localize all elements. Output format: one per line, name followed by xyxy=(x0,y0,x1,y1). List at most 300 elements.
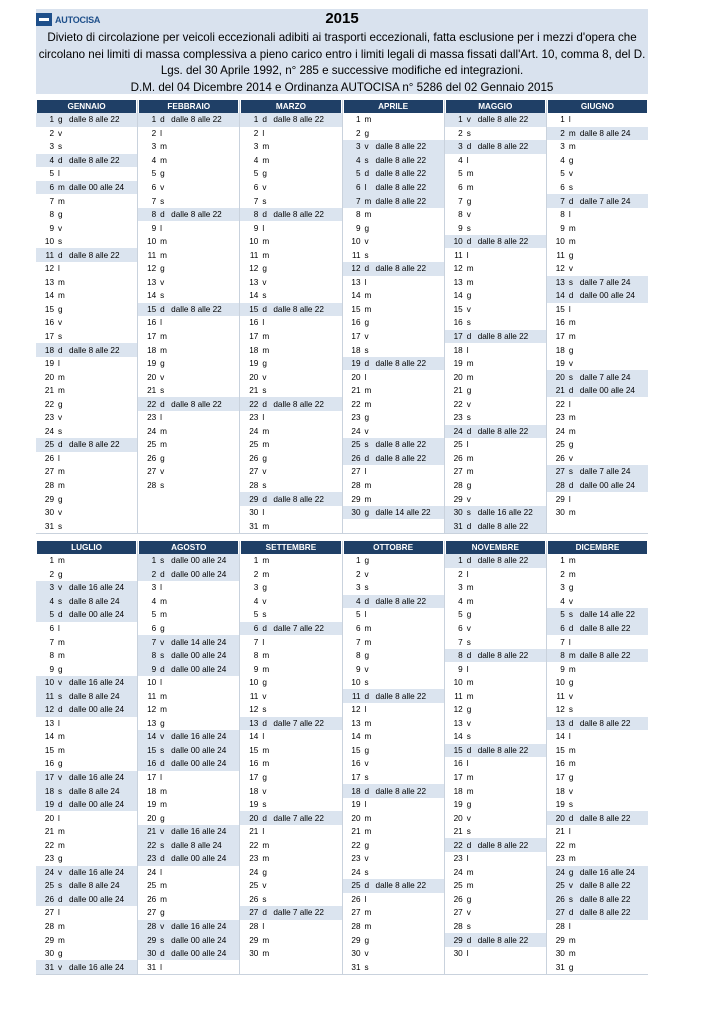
day-row xyxy=(240,554,341,568)
day-number: 26 xyxy=(555,894,565,904)
weekday-letter: m xyxy=(568,569,576,579)
weekday-letter: v xyxy=(364,854,369,864)
day-number: 7 xyxy=(458,637,463,647)
day-number: 27 xyxy=(249,467,259,477)
day-row xyxy=(547,960,648,974)
day-number: 17 xyxy=(351,773,361,783)
weekday-letter: l xyxy=(568,922,571,932)
day-row xyxy=(138,425,239,439)
month-header: DICEMBRE xyxy=(548,541,647,554)
day-number: 25 xyxy=(44,881,54,891)
day-row xyxy=(240,825,341,839)
day-row xyxy=(445,113,546,127)
day-number: 25 xyxy=(453,440,463,450)
day-row xyxy=(240,798,341,812)
day-row xyxy=(343,465,444,479)
weekday-letter: g xyxy=(262,453,267,463)
day-row xyxy=(138,248,239,262)
weekday-letter: g xyxy=(466,291,472,301)
day-row xyxy=(343,757,444,771)
day-number: 24 xyxy=(249,426,259,436)
day-row xyxy=(36,771,137,785)
weekday-letter: m xyxy=(160,691,167,701)
day-row xyxy=(445,649,546,663)
weekday-letter: s xyxy=(58,237,63,247)
day-number: 31 xyxy=(453,521,463,531)
day-row xyxy=(445,757,546,771)
restriction-hours: dalle 8 alle 22 xyxy=(375,183,427,192)
day-row xyxy=(445,866,546,880)
restriction-hours: dalle 00 alle 24 xyxy=(69,610,125,620)
day-row xyxy=(36,411,137,425)
weekday-letter: m xyxy=(58,277,65,287)
day-row xyxy=(36,920,137,934)
weekday-letter: m xyxy=(364,494,372,504)
day-number: 15 xyxy=(555,304,565,314)
day-number: 16 xyxy=(453,759,463,769)
day-number: 17 xyxy=(44,332,54,342)
weekday-letter: l xyxy=(58,908,60,918)
day-number: 9 xyxy=(151,223,157,233)
weekday-letter: m xyxy=(262,332,270,342)
weekday-letter: v xyxy=(262,372,267,382)
weekday-letter: s xyxy=(364,773,369,783)
weekday-letter: g xyxy=(568,678,574,688)
restriction-hours: dalle 16 alle 24 xyxy=(69,583,125,593)
day-number: 5 xyxy=(151,169,157,179)
weekday-letter: l xyxy=(568,210,571,220)
weekday-letter: v xyxy=(466,813,471,823)
day-number: 12 xyxy=(453,264,463,274)
weekday-letter: l xyxy=(364,800,367,810)
restriction-hours: dalle 8 alle 22 xyxy=(171,115,222,125)
day-number: 18 xyxy=(453,786,463,796)
day-row xyxy=(547,316,648,330)
weekday-letter: m xyxy=(262,651,270,661)
day-row xyxy=(138,479,239,493)
weekday-letter: g xyxy=(160,718,165,728)
day-number: 5 xyxy=(458,610,463,620)
restriction-hours: dalle 7 alle 24 xyxy=(579,372,631,382)
day-row xyxy=(240,276,341,290)
day-number: 1 xyxy=(151,115,157,125)
day-row xyxy=(36,397,137,411)
weekday-letter: l xyxy=(160,128,162,138)
day-row xyxy=(547,608,648,622)
day-row xyxy=(138,438,239,452)
day-number: 16 xyxy=(555,318,565,328)
day-number: 6 xyxy=(458,624,463,633)
weekday-letter: l xyxy=(160,678,162,688)
day-number: 15 xyxy=(249,745,259,755)
day-row xyxy=(445,452,546,466)
weekday-letter: s xyxy=(568,467,573,477)
weekday-letter: d xyxy=(364,453,370,463)
day-row xyxy=(445,479,546,493)
weekday-letter: m xyxy=(466,773,474,783)
day-number: 1 xyxy=(458,115,463,125)
day-number: 31 xyxy=(44,962,54,972)
day-number: 22 xyxy=(249,840,259,850)
weekday-letter: m xyxy=(58,372,65,382)
day-number: 4 xyxy=(49,596,54,606)
day-row xyxy=(36,906,137,920)
restriction-hours: dalle 00 alle 24 xyxy=(579,291,635,301)
weekday-letter: d xyxy=(568,813,574,823)
day-row xyxy=(445,357,546,371)
weekday-letter: d xyxy=(568,291,574,301)
weekday-letter: m xyxy=(364,115,372,125)
weekday-letter: m xyxy=(364,481,372,491)
day-number: 8 xyxy=(253,651,259,661)
day-row xyxy=(547,771,648,785)
day-row xyxy=(547,947,648,961)
day-number: 22 xyxy=(147,840,157,850)
weekday-letter: l xyxy=(262,318,265,328)
weekday-letter: m xyxy=(568,237,576,247)
weekday-letter: m xyxy=(58,840,65,850)
day-row xyxy=(343,479,444,493)
day-row xyxy=(343,608,444,622)
weekday-letter: s xyxy=(364,867,369,877)
restriction-hours: dalle 8 alle 22 xyxy=(273,494,324,504)
restriction-hours: dalle 00 alle 24 xyxy=(171,854,227,864)
day-number: 5 xyxy=(253,610,259,620)
weekday-letter: g xyxy=(466,481,472,491)
day-row xyxy=(240,703,341,717)
day-number: 6 xyxy=(253,624,259,633)
day-number: 11 xyxy=(147,691,157,701)
day-number: 10 xyxy=(44,678,54,688)
day-row xyxy=(240,384,341,398)
weekday-letter: g xyxy=(58,664,63,674)
weekday-letter: m xyxy=(364,386,372,396)
day-row xyxy=(138,879,239,893)
weekday-letter: d xyxy=(466,935,472,945)
day-number: 11 xyxy=(147,250,157,260)
day-row xyxy=(240,248,341,262)
day-row xyxy=(547,866,648,880)
weekday-letter: m xyxy=(262,250,270,260)
day-row xyxy=(343,798,444,812)
day-number: 30 xyxy=(351,508,361,518)
weekday-letter: m xyxy=(568,759,576,769)
day-row xyxy=(547,235,648,249)
day-row xyxy=(547,757,648,771)
restriction-hours: dalle 8 alle 22 xyxy=(273,399,324,409)
day-row xyxy=(36,662,137,676)
weekday-letter: d xyxy=(262,115,267,125)
weekday-letter: l xyxy=(466,854,469,864)
day-number: 22 xyxy=(555,399,565,409)
weekday-letter: m xyxy=(160,440,167,450)
restriction-hours: dalle 8 alle 22 xyxy=(579,718,631,728)
day-row xyxy=(343,893,444,907)
restriction-hours: dalle 8 alle 22 xyxy=(375,359,427,369)
day-number: 26 xyxy=(453,453,463,463)
weekday-letter: m xyxy=(466,467,474,477)
day-number: 19 xyxy=(147,359,157,369)
weekday-letter: g xyxy=(160,169,165,179)
day-row xyxy=(138,730,239,744)
day-row xyxy=(445,554,546,568)
day-row xyxy=(36,554,137,568)
day-row xyxy=(240,866,341,880)
day-row xyxy=(343,343,444,357)
day-row xyxy=(445,208,546,222)
day-row xyxy=(445,343,546,357)
day-row xyxy=(445,506,546,520)
weekday-letter: g xyxy=(568,583,574,593)
restriction-hours: dalle 00 alle 24 xyxy=(171,949,227,959)
day-row xyxy=(445,235,546,249)
weekday-letter: d xyxy=(262,494,267,504)
weekday-letter: s xyxy=(466,223,471,233)
weekday-letter: m xyxy=(568,935,576,945)
weekday-letter: v xyxy=(262,881,267,891)
weekday-letter: v xyxy=(364,949,369,959)
day-number: 16 xyxy=(249,759,259,769)
day-row xyxy=(138,852,239,866)
day-number: 10 xyxy=(453,237,463,247)
weekday-letter: m xyxy=(364,304,372,314)
day-number: 14 xyxy=(351,732,361,742)
day-number: 21 xyxy=(351,827,361,837)
day-row xyxy=(36,717,137,731)
day-number: 14 xyxy=(147,732,157,742)
day-row xyxy=(343,262,444,276)
day-row xyxy=(343,357,444,371)
day-row xyxy=(547,343,648,357)
day-number: 13 xyxy=(453,277,463,287)
day-row xyxy=(445,370,546,384)
day-number: 11 xyxy=(556,691,565,701)
day-row xyxy=(445,492,546,506)
day-row xyxy=(240,262,341,276)
weekday-letter: s xyxy=(466,922,471,932)
day-row xyxy=(36,465,137,479)
day-row xyxy=(547,303,648,317)
day-row xyxy=(547,154,648,168)
weekday-letter: m xyxy=(262,569,270,579)
day-row xyxy=(138,384,239,398)
day-number: 1 xyxy=(355,115,361,125)
day-number: 29 xyxy=(351,935,361,945)
day-row xyxy=(240,568,341,582)
day-number: 25 xyxy=(351,881,361,891)
day-row xyxy=(138,757,239,771)
day-number: 8 xyxy=(49,210,54,220)
weekday-letter: l xyxy=(364,610,367,620)
weekday-letter: l xyxy=(466,759,469,769)
weekday-letter: s xyxy=(160,745,165,755)
day-number: 21 xyxy=(351,386,361,396)
day-number: 30 xyxy=(249,949,259,959)
day-number: 2 xyxy=(560,128,565,138)
weekday-letter: d xyxy=(262,624,267,633)
day-row xyxy=(547,411,648,425)
day-row xyxy=(138,595,239,609)
day-row xyxy=(445,676,546,690)
day-number: 9 xyxy=(355,664,361,674)
day-row xyxy=(445,519,546,533)
day-row xyxy=(343,879,444,893)
weekday-letter: d xyxy=(466,745,472,755)
day-number: 18 xyxy=(147,345,157,355)
restriction-hours: dalle 8 alle 24 xyxy=(69,786,120,796)
weekday-letter: v xyxy=(364,569,369,579)
day-row xyxy=(445,194,546,208)
day-number: 12 xyxy=(351,705,361,715)
weekday-letter: s xyxy=(160,651,165,661)
day-row xyxy=(547,662,648,676)
restriction-hours: dalle 8 alle 22 xyxy=(375,142,427,152)
restriction-hours: dalle 16 alle 24 xyxy=(69,773,125,783)
day-row xyxy=(240,608,341,622)
day-number: 6 xyxy=(355,183,361,192)
day-number: 20 xyxy=(147,813,157,823)
month-header: GENNAIO xyxy=(37,100,136,113)
weekday-letter: v xyxy=(568,359,573,369)
weekday-letter: m xyxy=(58,827,65,837)
weekday-letter: d xyxy=(568,481,574,491)
day-row xyxy=(343,370,444,384)
day-row xyxy=(240,757,341,771)
day-row xyxy=(343,235,444,249)
weekday-letter: v xyxy=(58,318,63,328)
weekday-letter: l xyxy=(262,922,265,932)
weekday-letter: v xyxy=(58,128,63,138)
day-row xyxy=(343,717,444,731)
weekday-letter: d xyxy=(160,115,165,125)
day-row xyxy=(445,316,546,330)
day-number: 21 xyxy=(555,386,565,396)
month-column-giugno xyxy=(546,100,648,534)
weekday-letter: s xyxy=(568,610,573,620)
weekday-letter: s xyxy=(466,508,471,518)
day-row xyxy=(343,127,444,141)
weekday-letter: d xyxy=(262,399,267,409)
day-number: 20 xyxy=(453,372,463,382)
day-number: 4 xyxy=(458,596,463,606)
day-row xyxy=(138,221,239,235)
day-row xyxy=(240,649,341,663)
day-row xyxy=(547,276,648,290)
day-number: 13 xyxy=(147,718,157,728)
day-number: 21 xyxy=(249,386,259,396)
restriction-hours: dalle 8 alle 22 xyxy=(579,651,631,661)
weekday-letter: g xyxy=(568,345,574,355)
day-number: 3 xyxy=(355,583,361,593)
day-number: 17 xyxy=(147,332,157,342)
weekday-letter: m xyxy=(58,732,65,742)
day-row xyxy=(547,181,648,195)
month-header: MAGGIO xyxy=(446,100,545,113)
day-number: 14 xyxy=(555,291,565,301)
day-row xyxy=(36,879,137,893)
month-header: LUGLIO xyxy=(37,541,136,554)
restriction-hours: dalle 8 alle 22 xyxy=(477,521,529,531)
day-number: 14 xyxy=(249,291,259,301)
day-number: 22 xyxy=(351,840,361,850)
weekday-letter: s xyxy=(466,318,471,328)
day-row xyxy=(138,676,239,690)
weekday-letter: m xyxy=(160,426,167,436)
day-row xyxy=(138,127,239,141)
weekday-letter: g xyxy=(262,264,267,274)
day-number: 22 xyxy=(147,399,157,409)
day-number: 13 xyxy=(351,718,361,728)
restriction-hours: dalle 14 alle 22 xyxy=(375,508,431,518)
day-row xyxy=(445,330,546,344)
day-number: 29 xyxy=(249,494,259,504)
day-number: 28 xyxy=(44,481,54,491)
restriction-hours: dalle 8 alle 22 xyxy=(579,894,631,904)
restriction-hours: dalle 16 alle 24 xyxy=(171,922,227,932)
weekday-letter: l xyxy=(160,318,162,328)
day-number: 4 xyxy=(355,596,361,606)
day-number: 14 xyxy=(44,291,54,301)
weekday-letter: v xyxy=(364,237,369,247)
day-row xyxy=(445,608,546,622)
weekday-letter: m xyxy=(568,664,576,674)
day-number: 9 xyxy=(151,664,157,674)
weekday-letter: d xyxy=(262,813,267,823)
day-number: 6 xyxy=(49,183,54,192)
day-row xyxy=(240,127,341,141)
weekday-letter: d xyxy=(262,718,267,728)
day-number: 12 xyxy=(249,705,259,715)
day-row xyxy=(343,960,444,974)
day-number: 4 xyxy=(151,155,157,165)
day-row xyxy=(445,289,546,303)
weekday-letter: v xyxy=(568,169,573,179)
day-number: 27 xyxy=(147,467,157,477)
restriction-hours: dalle 16 alle 22 xyxy=(477,508,533,518)
weekday-letter: m xyxy=(160,142,167,152)
day-row xyxy=(547,581,648,595)
day-number: 9 xyxy=(49,223,54,233)
restriction-hours: dalle 00 alle 24 xyxy=(171,556,227,566)
month-header: FEBBRAIO xyxy=(139,100,238,113)
day-number: 21 xyxy=(147,386,157,396)
weekday-letter: m xyxy=(262,237,270,247)
day-row xyxy=(138,262,239,276)
day-number: 28 xyxy=(147,481,157,491)
day-number: 12 xyxy=(555,264,565,274)
weekday-letter: g xyxy=(364,318,370,328)
day-number: 2 xyxy=(355,569,361,579)
day-row xyxy=(240,154,341,168)
day-number: 18 xyxy=(249,345,259,355)
restriction-hours: dalle 00 alle 24 xyxy=(69,705,125,715)
day-row xyxy=(445,852,546,866)
day-number: 21 xyxy=(44,827,54,837)
weekday-letter: m xyxy=(568,223,576,233)
day-row xyxy=(138,717,239,731)
restriction-hours: dalle 00 alle 24 xyxy=(579,481,635,491)
day-number: 13 xyxy=(249,277,259,287)
day-row xyxy=(240,906,341,920)
day-number: 13 xyxy=(351,277,361,287)
restriction-hours: dalle 8 alle 22 xyxy=(579,624,631,633)
day-row xyxy=(240,947,341,961)
day-row xyxy=(240,933,341,947)
day-row xyxy=(36,838,137,852)
weekday-letter: d xyxy=(364,359,370,369)
weekday-letter: l xyxy=(364,372,367,382)
restriction-hours: dalle 16 alle 24 xyxy=(69,867,125,877)
